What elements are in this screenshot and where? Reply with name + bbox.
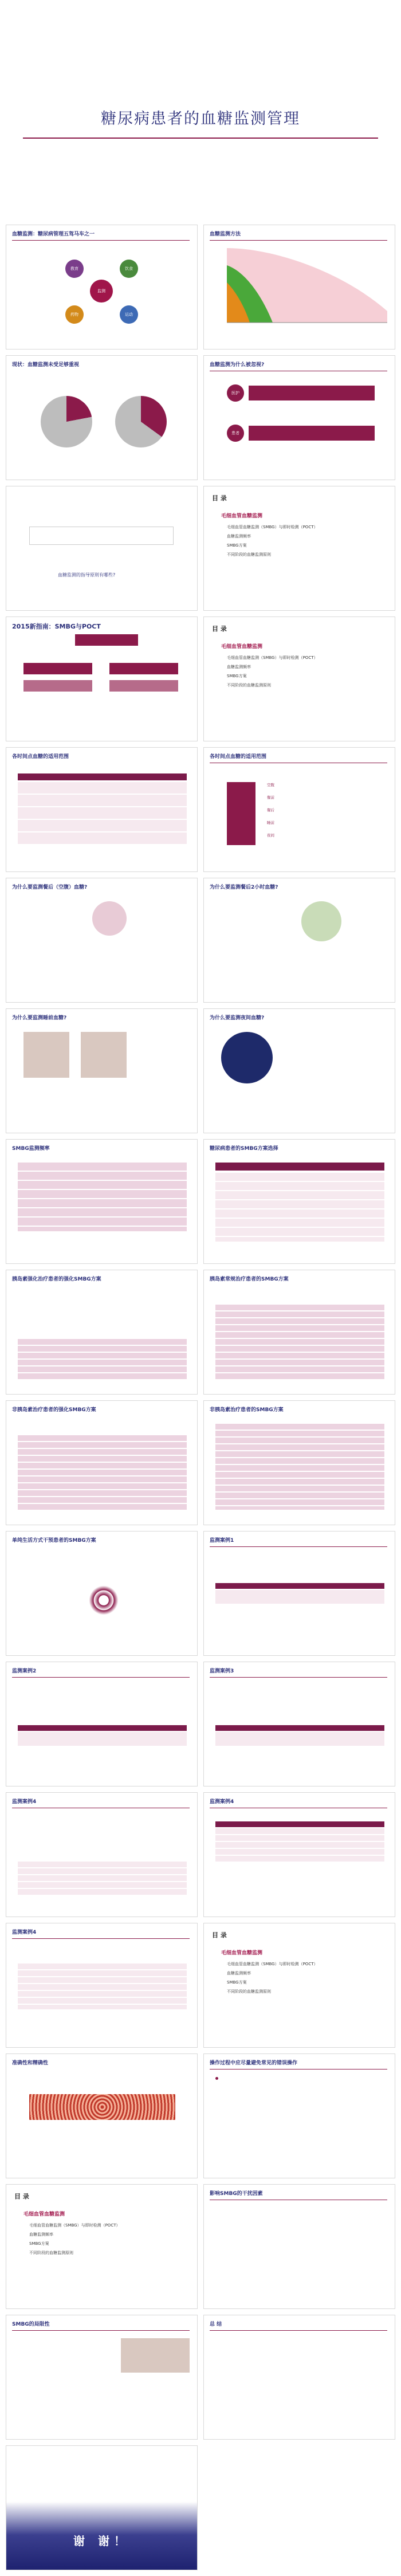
slide-row xyxy=(6,2445,395,2570)
slide-title: 胰岛素强化治疗患者的强化SMBG方案 xyxy=(12,1277,101,1282)
slide-row xyxy=(6,1531,395,1656)
slide-title: 监测案例3 xyxy=(210,1668,234,1674)
slide-insulin-regular[interactable] xyxy=(203,1270,395,1395)
schedule-table xyxy=(18,1435,187,1510)
illustration xyxy=(301,901,341,941)
slide-row xyxy=(6,486,395,611)
toc-item: 血糖监测频率 xyxy=(227,1971,251,1976)
plan-table-header xyxy=(215,1163,384,1171)
time-point: 空腹 xyxy=(267,783,274,787)
toc-item: 血糖监测频率 xyxy=(227,665,251,669)
toc-title: 目 录 xyxy=(14,2193,29,2200)
slide-why-bedtime[interactable] xyxy=(6,1008,198,1133)
slide-insulin-intensive[interactable] xyxy=(6,1270,198,1395)
title-underline xyxy=(12,2330,190,2331)
slide-summary[interactable] xyxy=(203,2315,395,2440)
node-label: 运动 xyxy=(125,312,133,317)
slide-non-insulin-intensive[interactable] xyxy=(6,1400,198,1525)
slide-title: 血糖监测为什么被忽视? xyxy=(210,362,265,368)
empty-cell xyxy=(203,2445,395,2570)
time-point: 夜间 xyxy=(267,833,274,838)
node-education xyxy=(65,260,84,278)
title-underline xyxy=(210,2069,387,2070)
slide-non-insulin[interactable] xyxy=(203,1400,395,1525)
toc-item: 不同阶段的血糖监测原则 xyxy=(227,1989,271,1994)
schedule-table xyxy=(18,1339,187,1379)
illustration xyxy=(92,901,127,936)
title-underline xyxy=(210,1546,387,1547)
methods-curve-graphic xyxy=(227,248,387,328)
slide-errors[interactable] xyxy=(203,2053,395,2178)
case-table xyxy=(215,1590,384,1604)
node-drug xyxy=(65,305,84,324)
node-label: 饮食 xyxy=(125,266,133,271)
slide-title: SMBG的局限性 xyxy=(12,2322,50,2327)
tag-label: 患者 xyxy=(231,431,239,435)
case-table xyxy=(215,1828,384,1863)
tag-patient xyxy=(227,425,244,442)
photo xyxy=(23,1032,69,1078)
slide-title: 监测案例4 xyxy=(210,1799,234,1805)
case-table-header xyxy=(18,1725,187,1731)
slide-why-ignored[interactable] xyxy=(203,355,395,480)
doctor-reason-box xyxy=(249,386,375,400)
slide-title: 监测案例2 xyxy=(12,1668,37,1674)
slide-interference[interactable] xyxy=(203,2184,395,2309)
node-exercise xyxy=(120,305,138,324)
schedule-table xyxy=(215,1305,384,1379)
node-label: 教育 xyxy=(70,266,78,271)
slide-time-points-table[interactable] xyxy=(6,747,198,872)
slide-title: 为什么要监测餐后2小时血糖? xyxy=(210,885,278,890)
slide-title: 单纯生活方式干预患者的SMBG方案 xyxy=(12,1538,96,1544)
slide-case-3[interactable] xyxy=(203,1662,395,1786)
slide-accuracy[interactable] xyxy=(6,2053,198,2178)
toc-item: SMBG方案 xyxy=(227,674,247,678)
diagram-left-box xyxy=(23,663,92,674)
diagram-right-box xyxy=(109,663,178,674)
slide-toc-4[interactable] xyxy=(6,2184,198,2309)
node-label: 药物 xyxy=(70,312,78,317)
slide-case-1[interactable] xyxy=(203,1531,395,1656)
slide-row xyxy=(6,616,395,741)
tag-doctor xyxy=(227,384,244,402)
slide-title: 监测案例1 xyxy=(210,1538,234,1544)
toc-title: 目 录 xyxy=(212,1931,227,1939)
slide-title: 影响SMBG的干扰因素 xyxy=(210,2191,263,2197)
bullet-icon xyxy=(215,2077,218,2080)
diagram-left-sub xyxy=(23,680,92,692)
slide-title: 为什么要监测夜间血糖? xyxy=(210,1015,265,1021)
toc-item: 毛细血管血糖监测（SMBG）与即时检测（POCT） xyxy=(29,2223,120,2228)
toc-main: 毛细血管血糖监测 xyxy=(221,1950,263,1956)
slide-title: 各时间点血糖的适用范围 xyxy=(12,754,69,760)
slide-title: 准确性和精确性 xyxy=(12,2060,49,2066)
slide-smbg-poct[interactable] xyxy=(6,616,198,741)
toc-title: 目 录 xyxy=(212,494,227,502)
toc-item: 不同阶段的血糖监测原则 xyxy=(227,552,271,557)
slide-title: 各时间点血糖的适用范围 xyxy=(210,754,267,760)
slide-time-points-list[interactable] xyxy=(203,747,395,872)
photo xyxy=(121,2338,190,2373)
toc-item: 血糖监测频率 xyxy=(227,534,251,539)
toc-main: 毛细血管血糖监测 xyxy=(221,644,263,650)
slide-title: 监测案例4 xyxy=(12,1799,37,1805)
slide-title: 血糖监测方法 xyxy=(210,231,241,237)
question-text: 血糖监测的指导原则有哪些? xyxy=(58,572,116,578)
case-table-header xyxy=(215,1583,384,1589)
slide-row xyxy=(6,2184,395,2309)
slide-row xyxy=(6,1923,395,2048)
slide-row xyxy=(6,225,395,350)
toc-item: SMBG方案 xyxy=(227,1980,247,1985)
frequency-table xyxy=(18,1163,187,1231)
toc-item: SMBG方案 xyxy=(29,2241,49,2246)
diagram-right-sub xyxy=(109,680,178,692)
slide-thanks[interactable] xyxy=(6,2445,198,2570)
slide-title: 监测案例4 xyxy=(12,1930,37,1935)
slide-title: 操作过程中应尽量避免常见的错误操作 xyxy=(210,2060,298,2066)
slide-title: 现状：血糖监测未受足够重视 xyxy=(12,362,80,368)
slide-status-quo[interactable] xyxy=(6,355,198,480)
slide-row xyxy=(6,355,395,480)
center-node xyxy=(90,280,113,303)
moon-icon xyxy=(221,1032,273,1083)
toc-main: 毛细血管血糖监测 xyxy=(23,2212,65,2217)
slide-five-carriages[interactable] xyxy=(6,225,198,350)
table-header xyxy=(18,773,187,780)
toc-item: 不同阶段的血糖监测原则 xyxy=(227,683,271,688)
toc-item: 毛细血管血糖监测（SMBG）与即时检测（POCT） xyxy=(227,1962,318,1966)
photo xyxy=(81,1032,127,1078)
slide-monitoring-methods[interactable] xyxy=(203,225,395,350)
slide-case-4c[interactable] xyxy=(6,1923,198,2048)
center-label: 监测 xyxy=(97,289,105,293)
case-table xyxy=(18,1732,187,1746)
time-point: 餐前 xyxy=(267,795,274,800)
slide-row xyxy=(6,1400,395,1525)
slide-toc-2[interactable] xyxy=(203,616,395,741)
slide-title: 为什么要监测餐后（空腹）血糖? xyxy=(12,885,88,890)
slide-limitations[interactable] xyxy=(6,2315,198,2440)
title-underline xyxy=(12,240,190,241)
title-underline xyxy=(210,2330,387,2331)
patient-reason-box xyxy=(249,426,375,441)
slide-row xyxy=(6,878,395,1003)
slide-title: 非胰岛素治疗患者的SMBG方案 xyxy=(210,1407,284,1413)
case-table-header xyxy=(215,1725,384,1731)
spiral-icon xyxy=(87,1583,121,1617)
target-graphic xyxy=(29,2094,175,2120)
toc-main: 毛细血管血糖监测 xyxy=(221,513,263,519)
title-slide xyxy=(0,0,401,218)
toc-item: 不同阶段的血糖监测原则 xyxy=(29,2251,73,2255)
slide-frequency[interactable] xyxy=(6,1139,198,1264)
title-divider xyxy=(23,138,378,139)
slide-title: 胰岛素常规治疗患者的SMBG方案 xyxy=(210,1277,289,1282)
slide-row xyxy=(6,747,395,872)
side-label-box xyxy=(227,782,255,845)
slide-row xyxy=(6,1270,395,1395)
slide-toc-1[interactable] xyxy=(203,486,395,611)
slide-title: 非胰岛素治疗患者的强化SMBG方案 xyxy=(12,1407,96,1413)
toc-item: 血糖监测频率 xyxy=(29,2232,53,2237)
toc-item: SMBG方案 xyxy=(227,543,247,548)
title-underline xyxy=(210,1677,387,1678)
case-table xyxy=(18,1862,187,1896)
slide-title: 2015新指南：SMBG与POCT xyxy=(12,623,101,630)
slide-title: 为什么要监测睡前血糖? xyxy=(12,1015,67,1021)
slide-toc-3[interactable] xyxy=(203,1923,395,2048)
slide-row xyxy=(6,2053,395,2178)
slide-plan-selection[interactable] xyxy=(203,1139,395,1264)
node-diet xyxy=(120,260,138,278)
slide-title: 血糖监测：糖尿病管理五驾马车之一 xyxy=(12,231,95,237)
thanks-text: 谢 谢！ xyxy=(73,2534,130,2548)
schedule-table xyxy=(215,1424,384,1510)
thanks-background xyxy=(6,2446,197,2570)
toc-title: 目 录 xyxy=(212,625,227,633)
slide-row xyxy=(6,1139,395,1264)
title-underline xyxy=(210,240,387,241)
case-table-header xyxy=(215,1821,384,1827)
slide-why-postprandial[interactable] xyxy=(203,878,395,1003)
plan-table xyxy=(215,1173,384,1242)
placeholder-box xyxy=(29,527,174,545)
time-point: 睡前 xyxy=(267,820,274,825)
slide-row xyxy=(6,2315,395,2440)
slide-row xyxy=(6,1662,395,1786)
slide-grid xyxy=(6,225,395,2576)
pie-chart-right xyxy=(115,396,167,447)
slide-why-fasting[interactable] xyxy=(6,878,198,1003)
title-underline xyxy=(12,1677,190,1678)
slide-row xyxy=(6,1792,395,1917)
toc-item: 毛细血管血糖监测（SMBG）与即时检测（POCT） xyxy=(227,525,318,529)
slide-case-4a[interactable] xyxy=(6,1792,198,1917)
tag-label: 医护 xyxy=(231,391,239,395)
slide-why-night[interactable] xyxy=(203,1008,395,1133)
page-title: 糖尿病患者的血糖监测管理 xyxy=(101,110,300,128)
slide-guidelines-question[interactable] xyxy=(6,486,198,611)
case-table xyxy=(215,1732,384,1746)
pie-chart-left xyxy=(41,396,92,447)
slide-title: SMBG监测频率 xyxy=(12,1146,50,1152)
toc-item: 毛细血管血糖监测（SMBG）与即时检测（POCT） xyxy=(227,655,318,660)
diagram-top-box xyxy=(75,634,138,646)
slide-row xyxy=(6,1008,395,1133)
slide-lifestyle[interactable] xyxy=(6,1531,198,1656)
slide-title: 总 结 xyxy=(210,2322,222,2327)
title-underline xyxy=(12,1938,190,1939)
slide-case-2[interactable] xyxy=(6,1662,198,1786)
case-table xyxy=(18,1964,187,2009)
time-point: 餐后 xyxy=(267,808,274,812)
table-body xyxy=(18,782,187,845)
slide-title: 糖尿病患者的SMBG方案选择 xyxy=(210,1146,278,1152)
slide-case-4b[interactable] xyxy=(203,1792,395,1917)
